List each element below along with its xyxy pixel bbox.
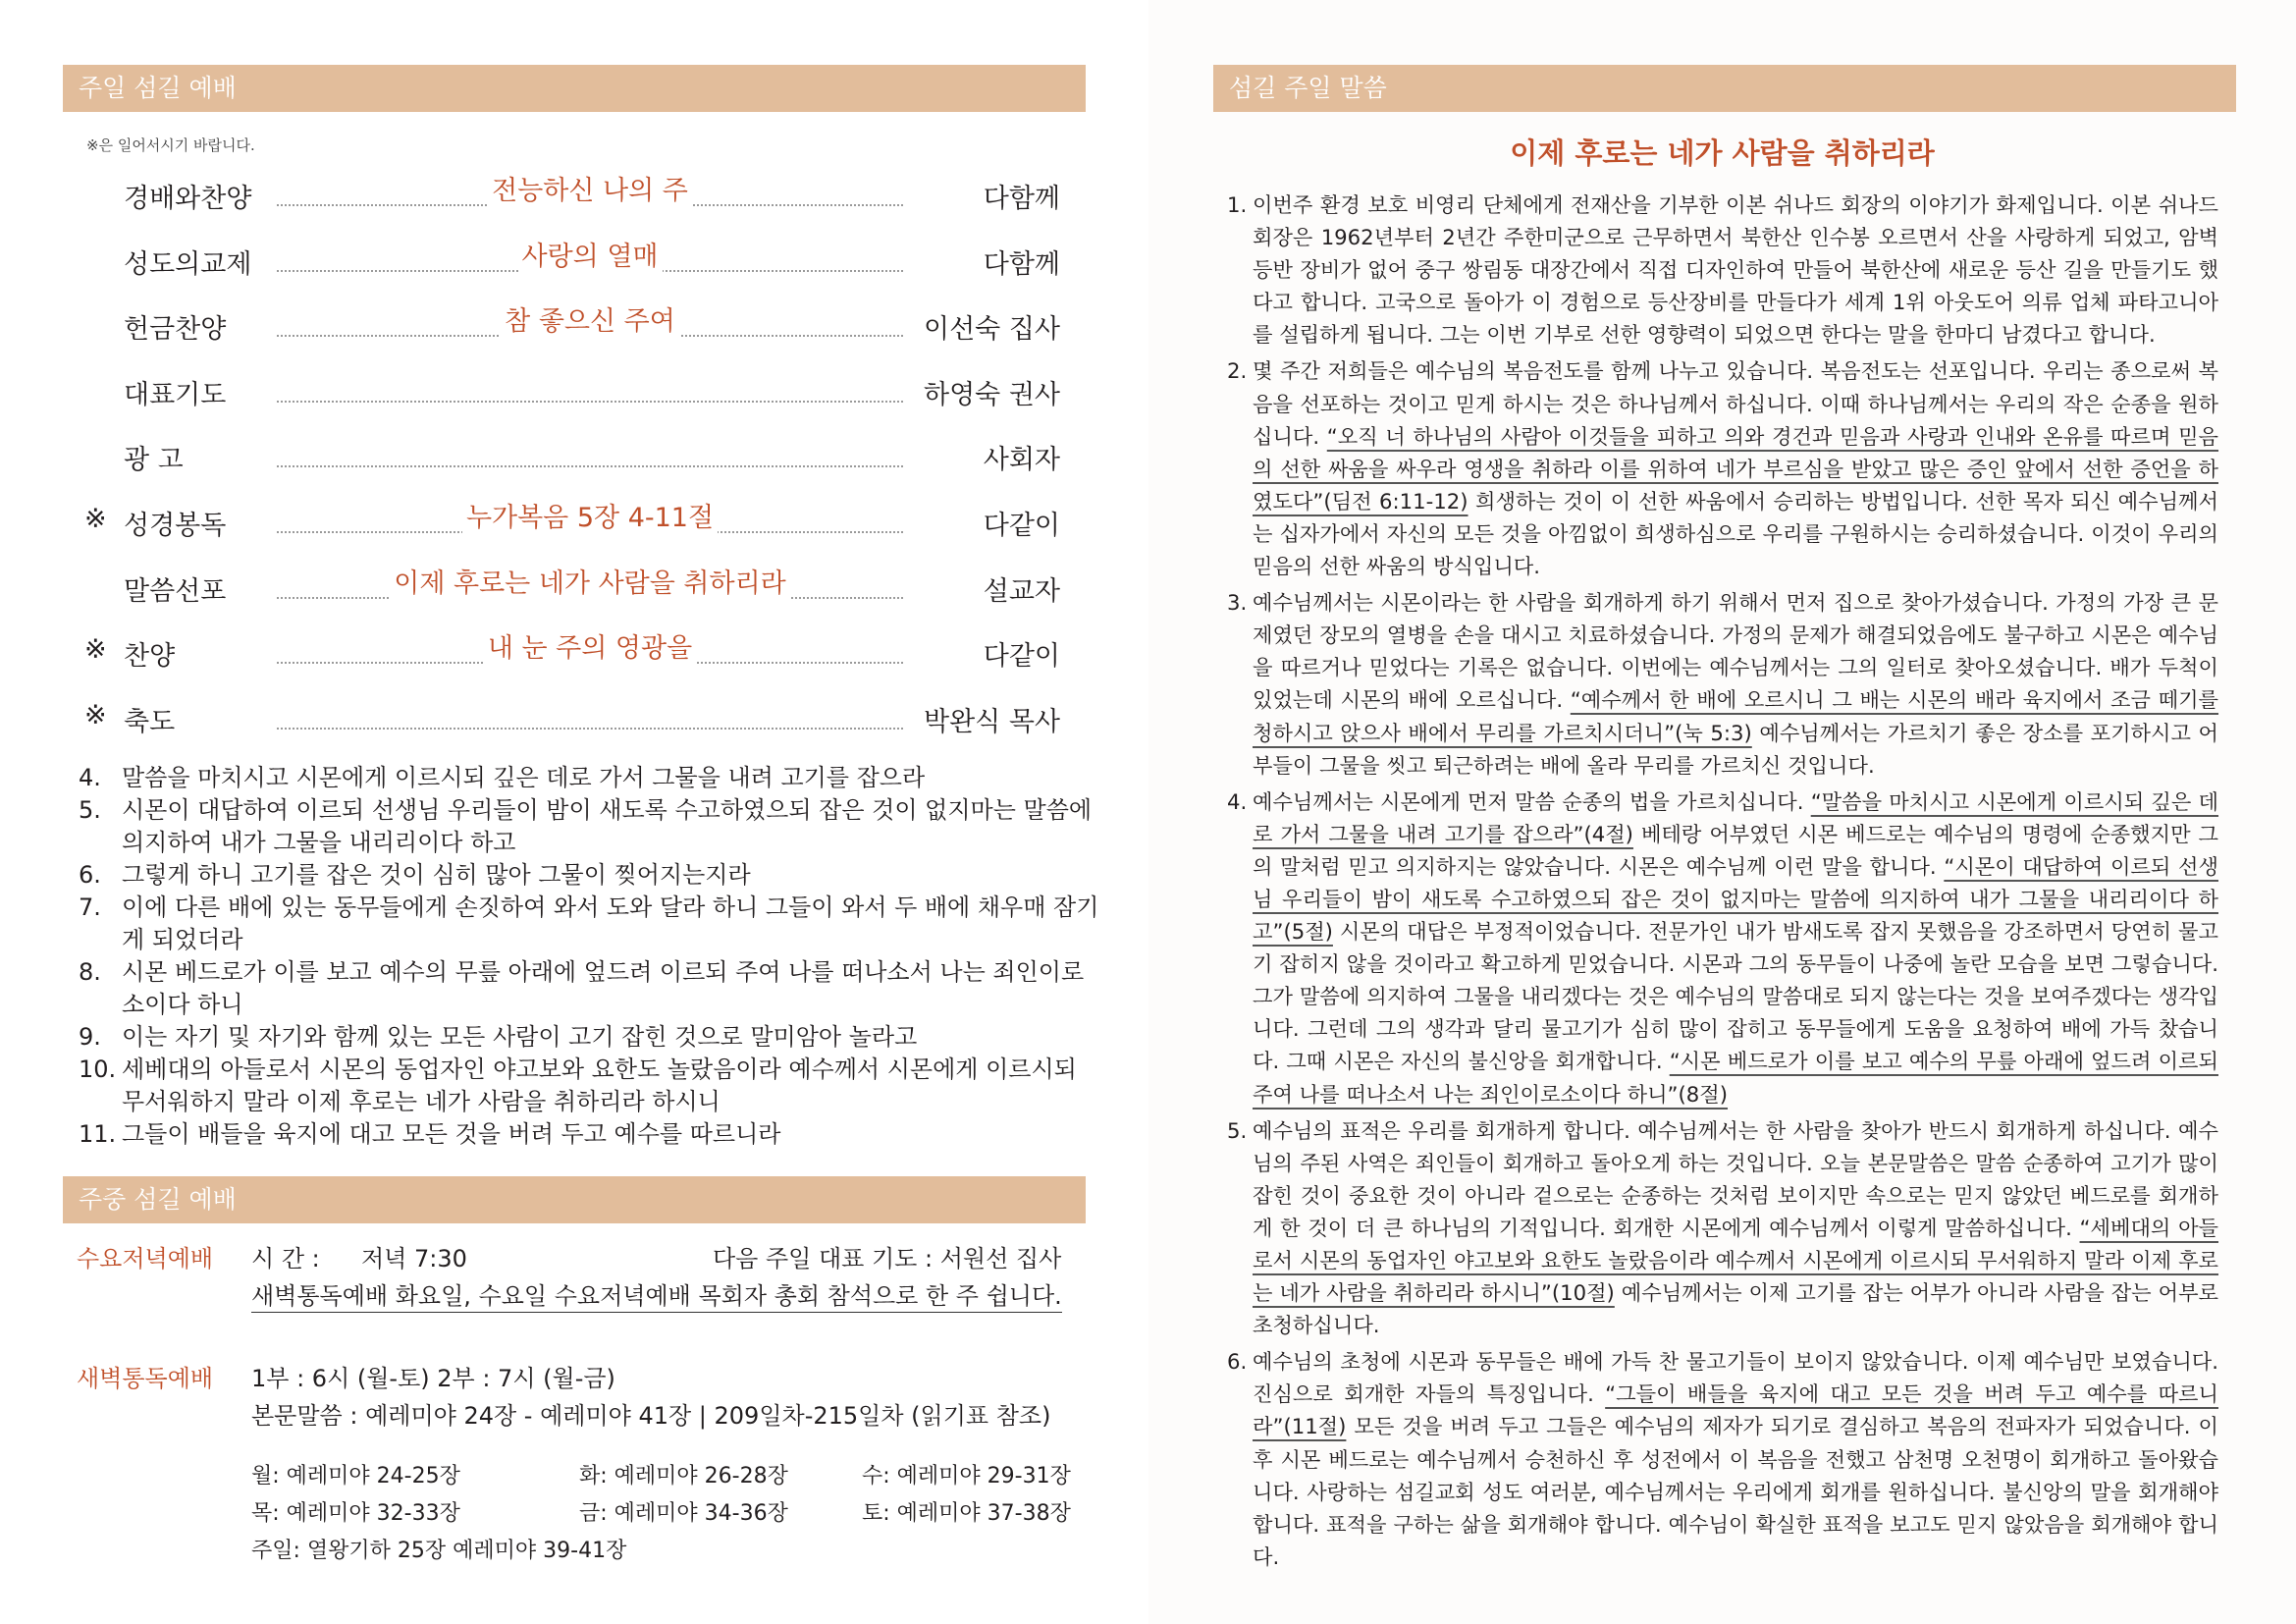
verse-text: 그들이 배들을 육지에 대고 모든 것을 버려 두고 예수를 따르니라	[122, 1120, 781, 1148]
verse-item	[79, 892, 1099, 956]
order-row	[0, 430, 1090, 479]
order-item-detail: 전능하신 나의 주	[277, 169, 903, 207]
order-row	[0, 496, 1090, 545]
wed-notice: 새벽통독예배 화요일, 수요일 수요저녁예배 목회자 총회 참석으로 한 주 쉽니다.	[251, 1282, 1062, 1313]
order-item-leader: 사회자	[983, 445, 1060, 476]
plan-fri: 금: 예레미야 34-36장	[579, 1501, 788, 1526]
leader-dots	[277, 401, 903, 403]
plan-thu: 목: 예레미야 32-33장	[251, 1501, 460, 1526]
order-row	[0, 626, 1090, 676]
verse-text: 시몬이 대답하여 이르되 선생님 우리들이 밤이 새도록 수고하였으되 잡은 것이 없지마는 말씀에 의지하여 내가 그물을 내리리이다 하고	[122, 796, 1093, 856]
order-item-name: 성경봉독	[124, 511, 227, 541]
paragraph-segment: 예수님께서는 시몬에게 먼저 말씀 순종의 법을 가르치십니다.	[1253, 788, 1811, 814]
plan-sat: 토: 예레미야 37-38장	[862, 1501, 1071, 1526]
order-item-detail: 내 눈 주의 영광을	[277, 626, 903, 665]
stand-mark: ※	[84, 699, 107, 731]
order-item-name: 성도의교제	[124, 248, 252, 280]
wed-time-label: 시 간 :	[251, 1245, 320, 1272]
paragraph-text	[1253, 785, 2218, 1110]
stand-mark: ※	[84, 634, 107, 666]
leader-dots	[277, 728, 903, 730]
order-item-leader: 다같이	[983, 641, 1060, 673]
paragraph-number: 1.	[1227, 192, 1248, 217]
plan-sun: 주일: 열왕기하 25장 예레미야 39-41장	[251, 1539, 627, 1563]
scripture-quote: “오직 너 하나님의 사람아 이것들을 피하고 의와 경건과 믿음과 사랑과 인내와 온유를 따르며 믿음의 선한 싸움을 싸우라 영생을 취하라 이를 위하여 네가 부르심을 받았고 많은 증인 앞에서 선한 증언을 하였도다”(딤전 6:11-12)	[1253, 423, 2219, 514]
verse-number: 6.	[79, 861, 101, 889]
scripture-quote: “시몬이 대답하여 이르되 선생님 우리들이 밤이 새도록 수고하였으되 잡은 것이 없지마는 말씀에 의지하여 내가 그물을 내리리이다 하고”(5절)	[1253, 853, 2218, 945]
verse-text: 시몬 베드로가 이를 보고 예수의 무릎 아래에 엎드려 이르되 주여 나를 떠나소서 나는 죄인이로소이다 하니	[122, 958, 1085, 1018]
verse-item	[79, 1054, 1099, 1118]
verse-number: 11.	[79, 1120, 117, 1148]
paragraph-segment: 이번주 환경 보호 비영리 단체에게 전재산을 기부한 이본 쉬나드 회장의 이야기가 화제입니다. 이본 쉬나드 회장은 1962년부터 2년간 주한미군으로 근무하면서 북한산 인수봉 오르면서 산을 사랑하게 되었고, 암벽 등반 장비가 없어 중구 쌍림동 대장간에서 직접 디자인하여 만들어 북한산에 새로운 등산 길을 만들기도 했다고 합니다. 고국으로 돌아가 이 경험으로 등산장비를 만들다가 세계 1위 아웃도어 의류 업체 파타고니아를 설립하게 됩니다. 그는 이번 기부로 선한 영향력이 되었으면 한다는 말을 한마디 남겼다고 합니다.	[1253, 192, 2218, 348]
verse-number: 4.	[79, 764, 101, 791]
verse-item	[79, 859, 1099, 892]
sermon-paragraph	[1227, 1114, 2218, 1342]
paragraph-segment: 예수님께서는 가르치기 좋은 장소를 포기하시고 어부들이 그물을 씻고 퇴근하려는 배에 올라 무리를 가르치신 것입니다.	[1253, 720, 2218, 778]
order-item-name: 광 고	[124, 445, 184, 476]
order-item-leader: 박완식 목사	[924, 706, 1060, 737]
order-item-name: 찬양	[124, 641, 176, 673]
verse-number: 10.	[79, 1056, 117, 1083]
paragraph-text	[1253, 586, 2218, 782]
order-item-leader: 다함께	[983, 248, 1060, 280]
verse-item	[79, 1021, 1099, 1054]
paragraph-segment: 예수님의 초청에 시몬과 동무들은 배에 가득 찬 물고기들이 보이지 않았습니다. 이제 예수님만 보였습니다. 진심으로 회개한 자들의 특징입니다.	[1253, 1349, 2218, 1407]
order-row	[0, 299, 1090, 349]
order-item-leader: 하영숙 권사	[924, 379, 1060, 410]
verse-item	[79, 762, 1099, 794]
standing-note: ※은 일어서시기 바랍니다.	[86, 136, 255, 154]
sermon-paragraph	[1227, 354, 2218, 582]
order-row	[0, 235, 1090, 284]
verse-text: 이에 다른 배에 있는 동무들에게 손짓하여 와서 도와 달라 하니 그들이 와서 두 배에 채우매 잠기게 되었더라	[122, 893, 1099, 953]
verse-text: 말씀을 마치시고 시몬에게 이르시되 깊은 데로 가서 그물을 내려 고기를 잡으라	[122, 764, 926, 791]
verse-number: 7.	[79, 893, 101, 921]
order-item-name: 대표기도	[124, 379, 227, 410]
order-item-leader: 다같이	[983, 511, 1060, 541]
paragraph-number: 4.	[1227, 788, 1248, 814]
order-row	[0, 365, 1090, 414]
dawn-service-label: 새벽통독예배	[77, 1365, 214, 1392]
order-item-detail: 이제 후로는 네가 사람을 취하리라	[277, 562, 903, 600]
verse-item	[79, 956, 1099, 1021]
paragraph-segment: 베테랑 어부였던 시몬 베드로는 예수님의 명령에 순종했지만 그의 말처럼 믿고 의지하지는 않았습니다. 시몬은 예수님께 이런 말을 합니다.	[1253, 821, 2219, 879]
order-item-name: 축도	[124, 706, 176, 737]
order-item-name: 말씀선포	[124, 575, 227, 607]
paragraph-segment: 예수님의 표적은 우리를 회개하게 합니다. 예수님께서는 한 사람을 찾아가 반드시 회개하게 하십니다. 예수님의 주된 사역은 죄인들이 회개하고 돌아오게 하는 것입니다. 오늘 본문말씀은 말씀 순종하여 고기가 많이 잡힌 것이 중요한 것이 아니라 겉으로는 순종하는 것처럼 보이지만 속으로는 믿지 않았던 베드로를 회개하게 한 것이 더 큰 하나님의 기적입니다. 회개한 시몬에게 예수님께서 이렇게 말씀하십니다.	[1253, 1117, 2218, 1240]
dawn-times: 1부 : 6시 (월-토) 2부 : 7시 (월-금)	[251, 1365, 615, 1392]
paragraph-text	[1253, 189, 2218, 351]
section-header-sunday: 주일 섬길 예배	[63, 65, 1086, 112]
sermon-body	[1227, 189, 2218, 1577]
verse-item	[79, 794, 1099, 859]
scripture-quote: “시몬 베드로가 이를 보고 예수의 무릎 아래에 엎드려 이르되 주여 나를 떠나소서 나는 죄인이로소이다 하니”(8절)	[1253, 1049, 2218, 1107]
verse-text: 그렇게 하니 고기를 잡은 것이 심히 많아 그물이 찢어지는지라	[122, 861, 751, 889]
order-row	[0, 169, 1090, 218]
leader-dots	[277, 465, 903, 467]
paragraph-number: 6.	[1227, 1349, 1248, 1375]
paragraph-segment: 예수님께서는 이제 고기를 잡는 어부가 아니라 사람을 잡는 어부로 초청하십니다.	[1253, 1280, 2219, 1338]
sermon-paragraph	[1227, 189, 2218, 351]
section-header-weekday: 주중 섬길 예배	[63, 1176, 1086, 1223]
plan-tue: 화: 예레미야 26-28장	[579, 1464, 788, 1489]
verse-text: 세베대의 아들로서 시몬의 동업자인 야고보와 요한도 놀랐음이라 예수께서 시몬에게 이르시되 무서워하지 말라 이제 후로는 네가 사람을 취하리라 하시니	[122, 1056, 1077, 1115]
wed-time: 저녁 7:30	[361, 1245, 467, 1272]
paragraph-number: 5.	[1227, 1117, 1248, 1143]
paragraph-segment: 몇 주간 저희들은 예수님의 복음전도를 함께 나누고 있습니다. 복음전도는 선포입니다. 우리는 종으로써 복음을 선포하는 것이고 믿게 하시는 것은 하나님께서 하십니다. 이때 하나님께서는 우리의 작은 순종을 원하십니다.	[1253, 358, 2218, 449]
paragraph-segment: 희생하는 것이 이 선한 싸움에서 승리하는 방법입니다. 선한 목자 되신 예수님께서는 십자가에서 자신의 모든 것을 아낌없이 희생하심으로 우리를 구원하시는 승리하셨습니다. 이것이 우리의 믿음의 선한 싸움의 방식입니다.	[1253, 488, 2218, 579]
verse-number: 5.	[79, 796, 101, 824]
paragraph-text	[1253, 1345, 2218, 1573]
order-item-name: 헌금찬양	[124, 314, 227, 346]
order-item-detail: 누가복음 5장 4-11절	[277, 496, 903, 534]
paragraph-segment: 모든 것을 버려 두고 그들은 예수님의 제자가 되기로 결심하고 복음의 전파자가 되었습니다. 이후 시몬 베드로는 예수님께서 승천하신 후 성전에서 이 복음을 전했고 삼천명 오천명이 회개하고 돌아왔습니다. 사랑하는 섬길교회 성도 여러분, 예수님께서는 우리에게 회개를 원하십니다. 불신앙의 말을 회개해야 합니다. 표적을 구하는 삶을 회개해야 합니다. 예수님이 확실한 표적을 보고도 믿지 않았음을 회개해야 합니다.	[1253, 1414, 2218, 1569]
order-item-name: 경배와찬양	[124, 184, 252, 214]
paragraph-number: 3.	[1227, 590, 1248, 616]
order-item-detail: 참 좋으신 주여	[277, 299, 903, 338]
paragraph-text	[1253, 1114, 2218, 1342]
scripture-verses	[79, 762, 1099, 1151]
paragraph-text	[1253, 354, 2218, 582]
sermon-title: 이제 후로는 네가 사람을 취하리라	[1510, 136, 1935, 170]
verse-text: 이는 자기 및 자기와 함께 있는 모든 사람이 고기 잡힌 것으로 말미암아 놀라고	[122, 1023, 918, 1051]
sermon-paragraph	[1227, 785, 2218, 1110]
order-item-leader: 다함께	[983, 184, 1060, 214]
paragraph-segment: 시몬의 대답은 부정적이었습니다. 전문가인 내가 밤새도록 잡지 못했음을 강조하면서 당연히 물고기 잡히지 않을 것이라고 확고하게 믿었습니다. 시몬과 그의 동무들이 나중에 놀란 모습을 보면 그렇습니다. 그가 말씀에 의지하여 그물을 내리겠다는 것은 예수님의 말씀대로 되지 않는다는 것을 보여주겠다는 생각입니다. 그런데 그의 생각과 달리 물고기가 심히 많이 잡히고 동무들에게 도움을 요청하여 배에 가득 찼습니다. 그때 시몬은 자신의 불신앙을 회개합니다.	[1253, 919, 2218, 1074]
verse-item	[79, 1118, 1099, 1151]
scripture-quote: “예수께서 한 배에 오르시니 그 배는 시몬의 배라 육지에서 조금 떼기를 청하시고 앉으사 배에서 무리를 가르치시더니”(눅 5:3)	[1253, 687, 2219, 745]
stand-mark: ※	[84, 504, 107, 534]
dawn-text: 본문말씀 : 예레미야 24장 - 예레미야 41장 | 209일차-215일차 (읽기표 참조)	[251, 1402, 1051, 1430]
scripture-quote: “그들이 배들을 육지에 대고 모든 것을 버려 두고 예수를 따르니라”(11절)	[1253, 1381, 2218, 1439]
paragraph-segment: 예수님께서는 시몬이라는 한 사람을 회개하게 하기 위해서 먼저 집으로 찾아가셨습니다. 가정의 가장 큰 문제였던 장모의 열병을 손을 대시고 치료하셨습니다. 가정의 문제가 해결되었음에도 불구하고 시몬은 예수님을 따르거나 믿었다는 기록은 없습니다. 이번에는 예수님께서는 그의 일터로 찾아오셨습니다. 배가 두척이 있었는데 시몬의 배에 오르십니다.	[1253, 590, 2218, 713]
verse-number: 8.	[79, 958, 101, 986]
order-row	[0, 692, 1090, 741]
order-item-detail: 사랑의 열매	[277, 235, 903, 273]
plan-mon: 월: 예레미야 24-25장	[251, 1464, 460, 1489]
next-prayer: 다음 주일 대표 기도 : 서원선 집사	[713, 1245, 1062, 1272]
scripture-quote: “세베대의 아들로서 시몬의 동업자인 야고보와 요한도 놀랐음이라 예수께서 시몬에게 이르시되 무서워하지 말라 이제 후로는 네가 사람을 취하리라 하시니”(10절)	[1253, 1215, 2218, 1306]
sermon-paragraph	[1227, 586, 2218, 782]
plan-wed: 수: 예레미야 29-31장	[862, 1464, 1071, 1489]
order-item-leader: 설교자	[983, 575, 1060, 607]
paragraph-number: 2.	[1227, 358, 1248, 384]
sermon-paragraph	[1227, 1345, 2218, 1573]
section-header-sermon: 섬길 주일 말씀	[1213, 65, 2236, 112]
wed-service-label: 수요저녁예배	[77, 1245, 214, 1272]
scripture-quote: “말씀을 마치시고 시몬에게 이르시되 깊은 데로 가서 그물을 내려 고기를 잡으라”(4절)	[1253, 788, 2219, 846]
verse-number: 9.	[79, 1023, 101, 1051]
order-row	[0, 562, 1090, 611]
right-page	[1148, 0, 2296, 1624]
order-item-leader: 이선숙 집사	[924, 314, 1060, 346]
